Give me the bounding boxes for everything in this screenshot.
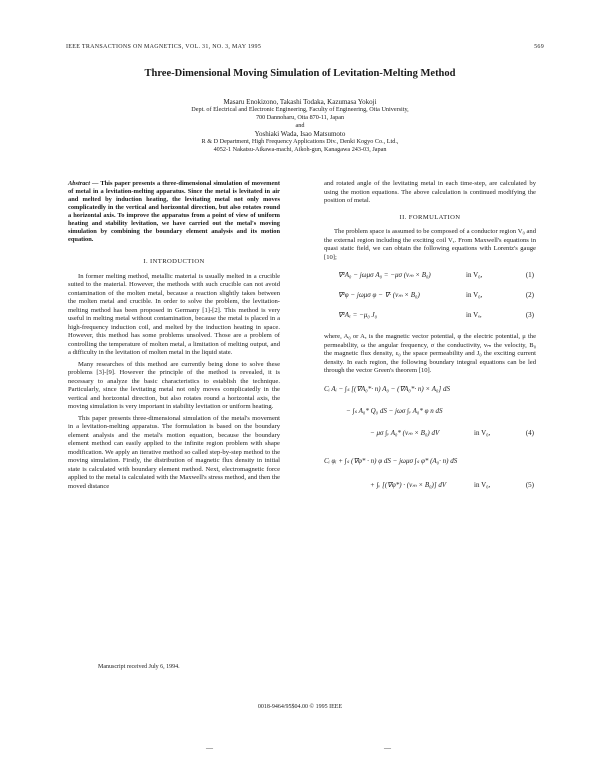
intro-paragraph-1: In former melting method, metallic material is usually melted in a crucible suited to the material. However, the methods with such crucible can not avoid contamination of the molten metal, because a reaction slightly takes between the molten metal and crucible. In order to solve the problem, the levitation-melting method has been proposed in Germany [1]-[2]. This method is very useful in melting metal without contamination, because the metal is placed in a high-frequency induction coil, and melted by the induction heating in space. However, this method has some problems unsolved. Those are a problem of controlling the temperature of molten metal, a limitation of melting output, and a difficulty in the levitation of molten metal in the liquid state. [68, 272, 280, 356]
author-names-2: Yoshiaki Wada, Isao Matsumoto [254, 130, 346, 138]
equation-5 [324, 457, 536, 503]
formulation-heading: II. FORMULATION [399, 213, 461, 221]
author-affiliation-1b: 700 Dannoharu, Oita 870-11, Japan [255, 114, 345, 121]
equation-3-domain: in Vₑ, [466, 311, 482, 319]
abstract [68, 180, 280, 244]
equation-2-body: ∇²φ − jωμσ φ − ∇· (vₘ × B₀) [338, 291, 420, 299]
equation-5-line-1: Cᵢ φᵢ + ∫ₛ (∇φ* · n) φ dS − jωμσ ∫ₛ φ* (A₀· n) dS [324, 456, 458, 465]
equation-1 [324, 271, 536, 285]
bottom-dash-left: — [206, 744, 213, 752]
author-names-1: Masaru Enokizono, Takashi Todaka, Kazumasa Yokoji [223, 98, 377, 106]
left-column [68, 180, 280, 494]
equation-3 [324, 311, 536, 325]
equation-4-number: (4) [525, 428, 534, 437]
equation-3-body: ∇²Aₑ = −μ₀ J₀ [338, 311, 378, 319]
intro-paragraph-3: This paper presents three-dimensional simulation of the metal's movement in a levitation-melting apparatus. The formulation is based on the boundary element analysis and the metal's motion equation, because the boundary element method can easily applied to the infinite region problem with shape modification. We apply an iterative method so called step-by-step method to the moving simulation. Firstly, the distribution of magnetic flux density in initial state is calculated with boundary element method. Next, electromagnetic force applied to the metal is calculated with the Maxwell's stress method, and then the moved distance [68, 414, 280, 490]
bottom-dash-right: — [384, 744, 391, 752]
copyright-line: 0018-9464/95$04.00 © 1995 IEEE [257, 704, 343, 710]
equation-2-number: (2) [525, 291, 534, 299]
author-affiliation-1a: Dept. of Electrical and Electronic Engineering, Faculty of Engineering, Oita University, [191, 106, 409, 113]
intro-paragraph-2: Many researches of this method are currently being done to solve these problems [3]-[9]. However the principle of the method is revealed, it is necessary to analyze the basic characteristics to establish the technique. Particularly, since the levitating metal not only moves complicatedly in the vertical and horizontal direction, but also rotates round a horizontal axis, the moving simulation is very important in stability levitation or uniform heating. [68, 360, 280, 410]
right-column [324, 180, 536, 503]
equation-4-line-3: − μσ ∫ᵥ A₀* (vₘ × B₀) dV [370, 428, 440, 437]
author-and: and [295, 122, 305, 129]
right-paragraph-1: and rotated angle of the levitating metal in each time-step, are calculated by using the motion equations. The above calculation is continued modifying the position of metal. [324, 180, 536, 204]
formulation-paragraph-1: The problem space is assumed to be composed of a conductor region V₀ and the external region including the exciting coil Vₑ. From Maxwell's equations in quasi static field, we can obtain the following equations with Lorentz's gauge [10]; [324, 228, 536, 261]
equation-4 [324, 385, 536, 451]
author-affiliation-2a: R & D Department, High Frequency Applications Div., Denki Kogyo Co., Ltd., [201, 138, 399, 145]
intro-heading: I. INTRODUCTION [143, 258, 205, 265]
equation-4-line-2: − ∫ₛ A₀* Q₀ dS − jωσ ∫ᵥ A₀* φ n dS [346, 406, 443, 415]
equation-2-domain: in V₀, [466, 291, 483, 299]
equation-5-number: (5) [525, 480, 534, 489]
equation-4-domain: in V₀, [474, 428, 491, 437]
author-block-1 [120, 98, 480, 154]
equation-1-number: (1) [525, 271, 534, 279]
equation-2 [324, 291, 536, 305]
formulation-paragraph-2: where, A₀ or Aₑ is the magnetic vector potential, φ the electric potential, μ the permeability, ω the angular frequency, σ the conductivity, vₘ the velocity, B₀ the magnetic flux density, ε₀ the space permeability and J₀ the exciting current density. In each region, the following boundary integral equations can be led through the vector Green's theorem [10]. [324, 333, 536, 374]
paper-title: Three-Dimensional Moving Simulation of Levitation-Melting Method [144, 68, 456, 79]
equation-1-body: ∇²A₀ − jωμσ A₀ = −μσ (vₘ × B₀) [338, 271, 431, 279]
equation-1-domain: in V₀, [466, 271, 483, 279]
abstract-text: — This paper presents a three-dimensional simulation of movement of metal in a levitation-melting apparatus. Since the metal is levitated in air and melted by induction heating, the levitating metal not only moves complicatedly in the vertical and horizontal direction, but also rotates round a horizontal axis. To improve the apparatus from a point of view of uniform heating and stability levitation, we have carried out the metal's moving simulation by combining the boundary element analysis and its motion equation. [68, 180, 280, 243]
equation-5-domain: in V₀, [474, 480, 491, 489]
page-number: 569 [534, 44, 544, 50]
journal-header: IEEE TRANSACTIONS ON MAGNETICS, VOL. 31, NO. 3, MAY 1995 [66, 44, 262, 50]
author-affiliation-2b: 4052-1 Nakatsu-Aikawa-machi, Aikoh-gun, Kanagawa 243-03, Japan [213, 146, 387, 153]
manuscript-footnote: Manuscript received July 6, 1994. [98, 664, 180, 670]
abstract-label: Abstract [68, 180, 91, 187]
equation-5-line-2: + ∫ᵥ [(∇φ*) · (vₘ × B₀)] dV [370, 480, 447, 489]
equation-3-number: (3) [525, 311, 534, 319]
equation-4-line-1: Cᵢ Aᵢ − ∫ₛ [(∇A₀*· n) A₀ − (∇A₀*· n) × A₀] dS [324, 384, 450, 393]
